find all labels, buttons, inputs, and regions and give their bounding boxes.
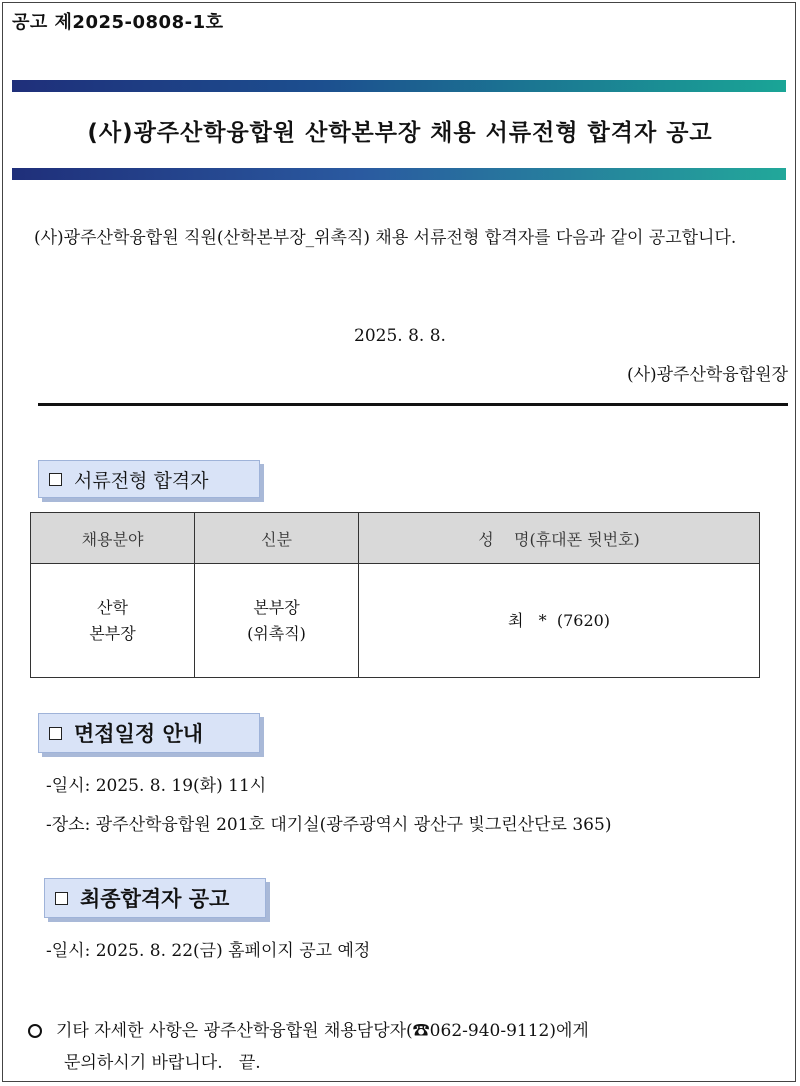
section-header-final-notice xyxy=(44,878,266,918)
checkbox-square-icon xyxy=(55,892,68,905)
section-header-interview-schedule xyxy=(38,713,260,753)
cell-field-line2: 본부장 xyxy=(89,623,136,643)
title-bar-bottom xyxy=(12,168,786,180)
note-line2: 문의하시기 바랍니다. 끝. xyxy=(64,1053,261,1073)
section-label: 서류전형 합격자 xyxy=(74,469,209,492)
result-table xyxy=(30,512,760,678)
interview-datetime: -일시: 2025. 8. 19(화) 11시 xyxy=(46,776,267,796)
column-header-name: 성 명(휴대폰 뒷번호) xyxy=(359,513,760,564)
checkbox-square-icon xyxy=(49,473,62,486)
final-notice-date: -일시: 2025. 8. 22(금) 홈페이지 공고 예정 xyxy=(46,941,371,961)
column-header-status: 신분 xyxy=(195,513,359,564)
contact-note xyxy=(28,1015,589,1079)
cell-status xyxy=(195,564,359,678)
cell-name: 최 * (7620) xyxy=(359,564,760,678)
cell-field xyxy=(31,564,195,678)
checkbox-square-icon xyxy=(49,727,62,740)
section-header-document-screening xyxy=(38,460,260,498)
divider-rule xyxy=(38,403,788,406)
notice-number: 공고 제2025-0808-1호 xyxy=(12,12,224,33)
cell-field-line1: 산학 xyxy=(97,597,128,617)
notice-date: 2025. 8. 8. xyxy=(354,326,446,346)
circle-bullet-icon xyxy=(28,1024,42,1038)
intro-paragraph: (사)광주산학융합원 직원(산학본부장_위촉직) 채용 서류전형 합격자를 다음과 같이 공고합니다. xyxy=(34,228,737,248)
title-bar-top xyxy=(12,80,786,92)
cell-status-line1: 본부장 xyxy=(253,597,300,617)
table-header-row xyxy=(31,513,760,564)
document-title: (사)광주산학융합원 산학본부장 채용 서류전형 합격자 공고 xyxy=(87,120,713,146)
section-label: 면접일정 안내 xyxy=(74,722,204,746)
signer: (사)광주산학융합원장 xyxy=(626,365,788,385)
column-header-field: 채용분야 xyxy=(31,513,195,564)
cell-status-line2: (위촉직) xyxy=(247,623,306,643)
table-row xyxy=(31,564,760,678)
interview-location: -장소: 광주산학융합원 201호 대기실(광주광역시 광산구 빛그린산단로 365) xyxy=(46,815,612,835)
note-line1: 기타 자세한 사항은 광주산학융합원 채용담당자(☎062-940-9112)에게 xyxy=(56,1021,589,1041)
section-label: 최종합격자 공고 xyxy=(80,887,230,911)
